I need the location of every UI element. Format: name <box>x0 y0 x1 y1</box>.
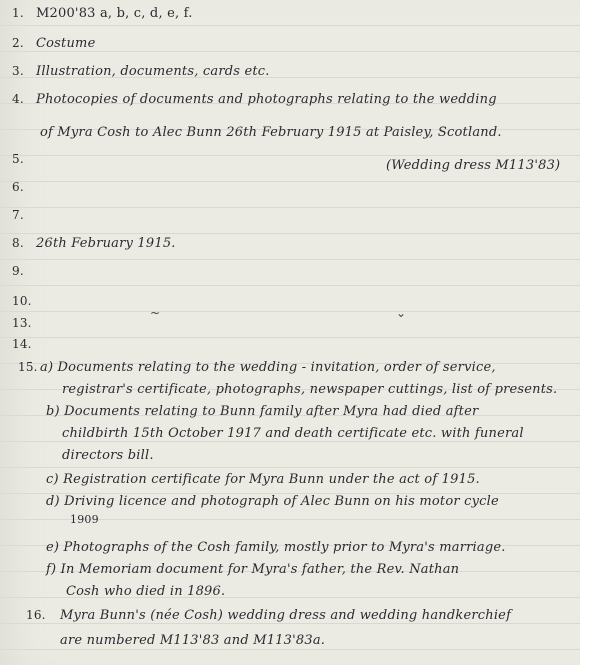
tick-mark: ~ <box>150 306 161 320</box>
item-number: 6. <box>12 180 24 194</box>
item-number: 15. <box>18 360 38 374</box>
item-text: e) Photographs of the Cosh family, mostly prior to Myra's marriage. <box>46 540 506 555</box>
item-text: d) Driving licence and photograph of Alec Bunn on his motor cycle <box>46 494 499 509</box>
tick-mark: ⌄ <box>396 306 407 320</box>
item-text: M200'83 a, b, c, d, e, f. <box>36 6 193 21</box>
item-number: 3. <box>12 64 24 78</box>
item-text: c) Registration certificate for Myra Bunn under the act of 1915. <box>46 472 480 487</box>
item-number: 4. <box>12 92 24 106</box>
item-text: of Myra Cosh to Alec Bunn 26th February 1915 at Paisley, Scotland. <box>40 125 502 140</box>
item-text: Myra Bunn's (née Cosh) wedding dress and wedding handkerchief <box>60 608 512 623</box>
item-number: 16. <box>26 608 46 622</box>
item-text: Cosh who died in 1896. <box>66 584 226 599</box>
item-text: registrar's certificate, photographs, newspaper cuttings, list of presents. <box>62 382 558 397</box>
item-text: Illustration, documents, cards etc. <box>36 64 270 79</box>
item-number: 8. <box>12 236 24 250</box>
item-text: f) In Memoriam document for Myra's father, the Rev. Nathan <box>46 562 460 577</box>
item-number: 14. <box>12 337 32 351</box>
item-text: 26th February 1915. <box>36 236 176 251</box>
item-number: 13. <box>12 316 32 330</box>
item-text: a) Documents relating to the wedding - invitation, order of service, <box>40 360 496 375</box>
item-text: are numbered M113'83 and M113'83a. <box>60 633 326 648</box>
item-text: b) Documents relating to Bunn family after Myra had died after <box>46 404 479 419</box>
item-text: Photocopies of documents and photographs relating to the wedding <box>36 92 497 107</box>
item-number: 2. <box>12 36 24 50</box>
item-number: 1. <box>12 6 24 20</box>
item-text: (Wedding dress M113'83) <box>386 158 561 173</box>
item-text: directors bill. <box>62 448 154 463</box>
item-text: Costume <box>36 36 96 51</box>
item-number: 9. <box>12 264 24 278</box>
item-text: 1909 <box>70 513 99 526</box>
item-number: 5. <box>12 152 24 166</box>
item-text: childbirth 15th October 1917 and death certificate etc. with funeral <box>62 426 524 441</box>
item-number: 7. <box>12 208 24 222</box>
item-number: 10. <box>12 294 32 308</box>
